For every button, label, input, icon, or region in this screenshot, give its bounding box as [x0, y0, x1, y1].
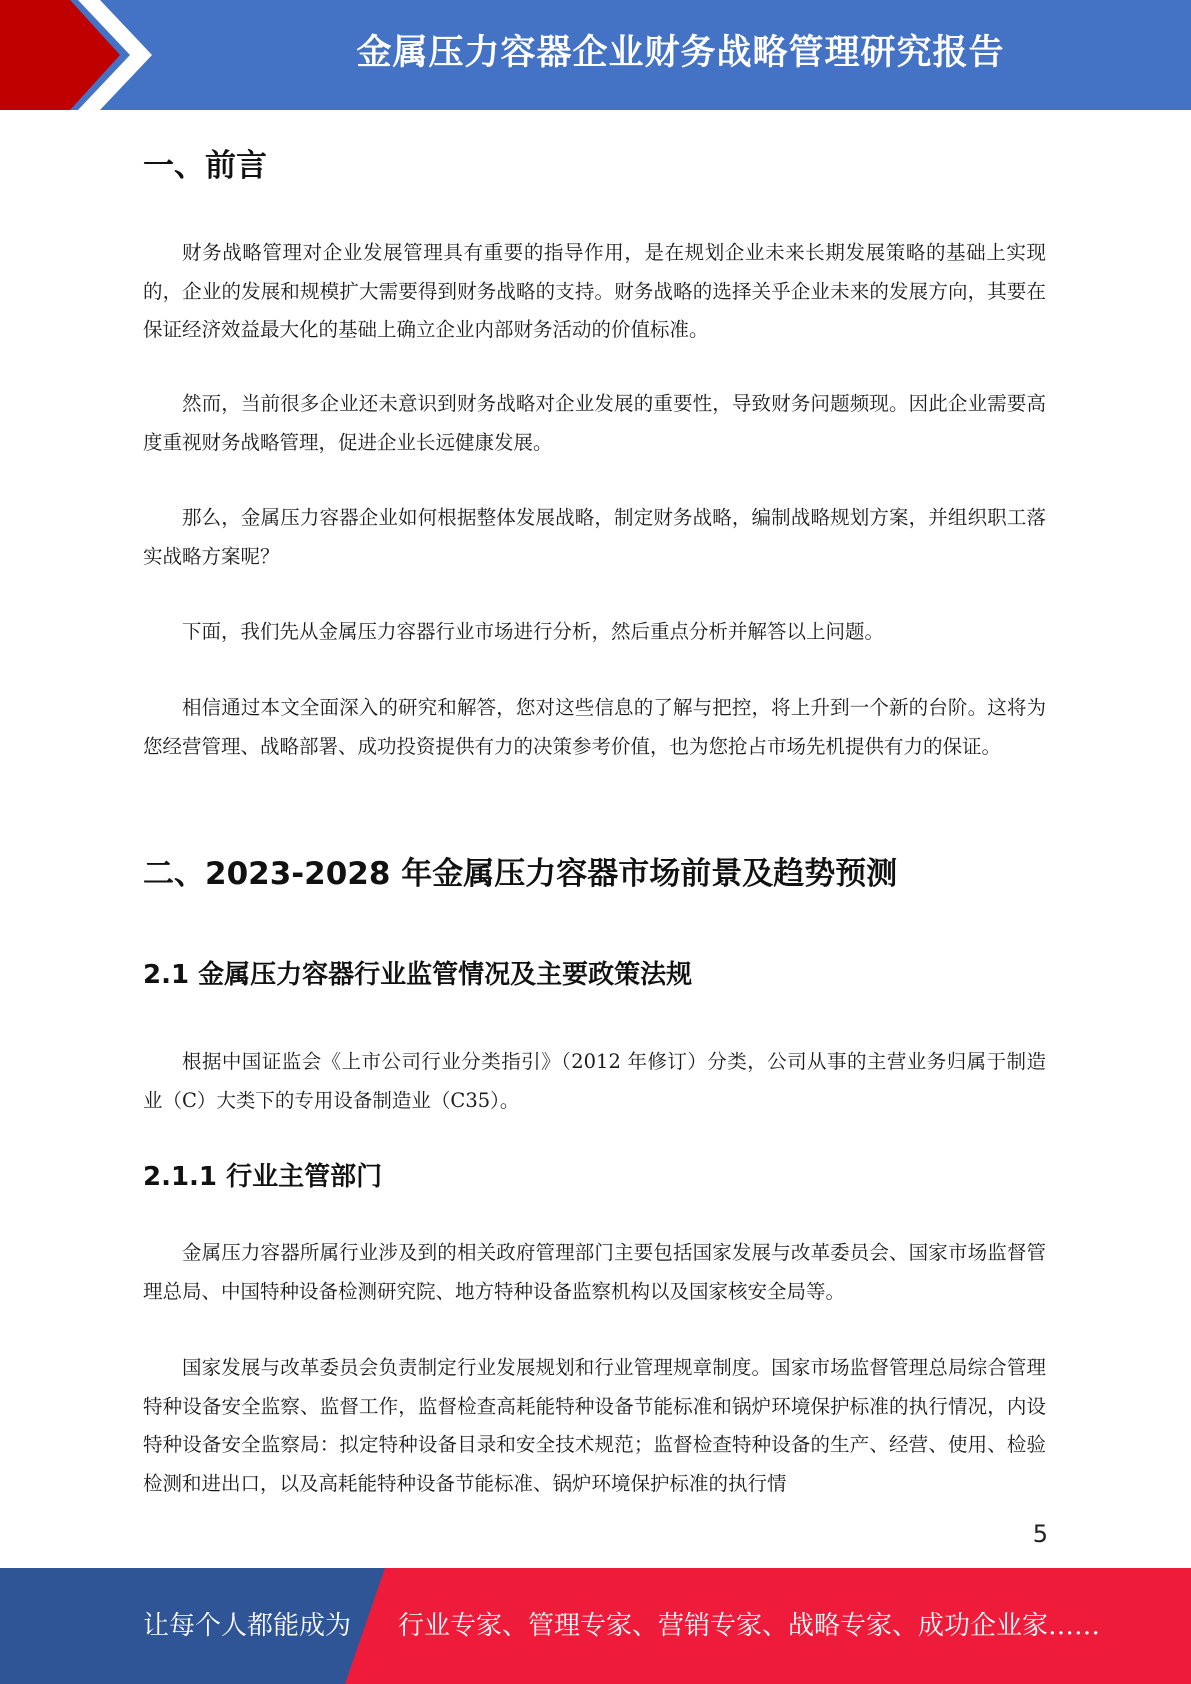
- paragraph: 财务战略管理对企业发展管理具有重要的指导作用，是在规划企业未来长期发展策略的基础上实现的，企业的发展和规模扩大需要得到财务战略的支持。财务战略的选择关乎企业未来的发展方向，其要在保证经济效益最大化的基础上确立企业内部财务活动的价值标准。: [143, 241, 1046, 341]
- paragraph: 相信通过本文全面深入的研究和解答，您对这些信息的了解与把控，将上升到一个新的台阶。这将为您经营管理、战略部署、成功投资提供有力的决策参考价值，也为您抢占市场先机提供有力的保证。: [143, 696, 1046, 758]
- paragraph: 那么，金属压力容器企业如何根据整体发展战略，制定财务战略，编制战略规划方案，并组织职工落实战略方案呢？: [143, 506, 1046, 568]
- paragraph: 国家发展与改革委员会负责制定行业发展规划和行业管理规章制度。国家市场监督管理总局综合管理特种设备安全监察、监督工作，监督检查高耗能特种设备节能标准和锅炉环境保护标准的执行情况，内设特种设备安全监察局：拟定特种设备目录和安全技术规范；监督检查特种设备的生产、经营、使用、检验检测和进出口，以及高耗能特种设备节能标准、锅炉环境保护标准的执行情: [143, 1356, 1046, 1495]
- paragraph: 然而，当前很多企业还未意识到财务战略对企业发展的重要性，导致财务问题频现。因此企业需要高度重视财务战略管理，促进企业长远健康发展。: [143, 392, 1046, 454]
- footer-slogan-left: 让每个人都能成为: [143, 1611, 352, 1641]
- paragraph: 金属压力容器所属行业涉及到的相关政府管理部门主要包括国家发展与改革委员会、国家市场监督管理总局、中国特种设备检测研究院、地方特种设备监察机构以及国家核安全局等。: [143, 1241, 1046, 1303]
- footer-banner: [0, 1568, 1191, 1684]
- chevron-arrow-icon: [0, 0, 160, 110]
- report-title: 金属压力容器企业财务战略管理研究报告: [356, 33, 1005, 73]
- page-number: 5: [1032, 1520, 1048, 1548]
- paragraph: 根据中国证监会《上市公司行业分类指引》（2012 年修订）分类，公司从事的主营业务归属于制造业（C）大类下的专用设备制造业（C35）。: [143, 1050, 1046, 1112]
- section-heading-market-outlook: 二、2023-2028 年金属压力容器市场前景及趋势预测: [143, 856, 898, 892]
- paragraph: 下面，我们先从金属压力容器行业市场进行分析，然后重点分析并解答以上问题。: [182, 620, 885, 643]
- subsection-heading-regulation: 2.1 金属压力容器行业监管情况及主要政策法规: [143, 960, 693, 990]
- footer-slogan-right: 行业专家、管理专家、营销专家、战略专家、成功企业家……: [398, 1611, 1101, 1641]
- subsection-heading-authorities: 2.1.1 行业主管部门: [143, 1162, 383, 1192]
- header-banner: [0, 0, 1191, 110]
- section-heading-preface: 一、前言: [143, 148, 267, 184]
